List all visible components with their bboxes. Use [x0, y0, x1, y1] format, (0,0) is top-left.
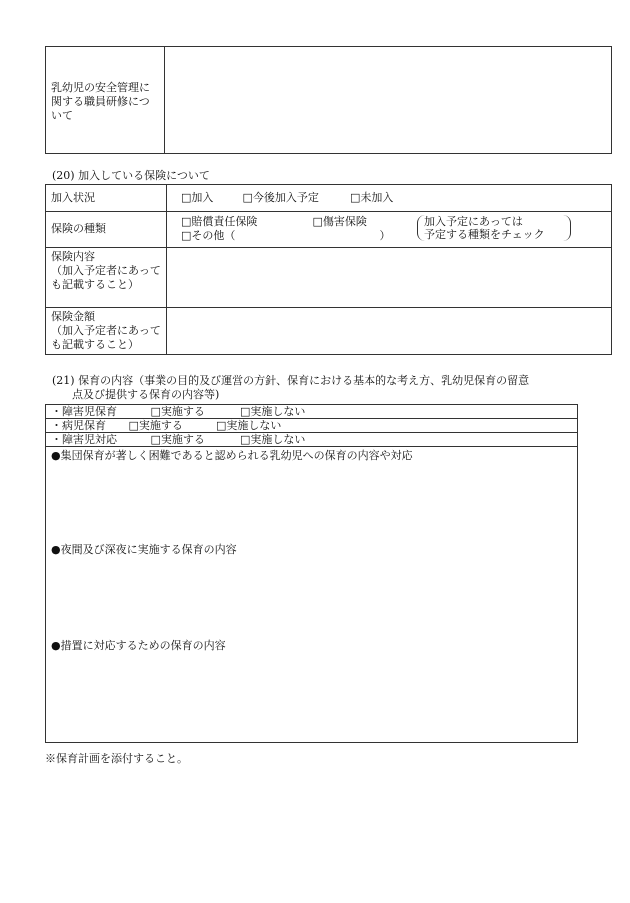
insurance-status-label: 加入状況	[51, 190, 95, 204]
childcare-row-opt2[interactable]: □実施しない	[216, 419, 282, 432]
insurance-content-note: （加入予定者にあっても記載すること）	[51, 264, 161, 291]
insurance-content-label: 保険内容	[51, 250, 95, 263]
types-note-line1: 加入予定にあっては	[424, 215, 523, 228]
training-value-cell[interactable]	[165, 47, 612, 154]
insurance-status-label-cell	[46, 185, 167, 212]
insurance-status-cell	[167, 185, 612, 212]
insurance-heading: (20) 加入している保険について	[52, 169, 210, 182]
childcare-row-opt1[interactable]: □実施する	[150, 405, 205, 418]
section-night-care: ●夜間及び深夜に実施する保育の内容	[51, 543, 237, 556]
insurance-content-label-cell	[46, 248, 167, 308]
status-none-checkbox[interactable]: □未加入	[350, 190, 394, 204]
childcare-heading-line2: 点及び提供する保育の内容等)	[72, 388, 220, 401]
insurance-table	[45, 184, 612, 355]
childcare-row	[46, 433, 578, 447]
childcare-details-cell[interactable]	[46, 447, 578, 743]
insurance-types-cell	[167, 212, 612, 248]
childcare-heading-line1: (21) 保育の内容（事業の目的及び運営の方針、保育における基本的な考え方、乳幼児保育の留意	[52, 374, 530, 387]
types-injury-checkbox[interactable]: □傷害保険	[312, 215, 367, 228]
insurance-types-label: 保険の種類	[51, 222, 106, 236]
training-table	[45, 46, 612, 154]
training-label-cell	[46, 47, 165, 154]
types-note-line2: 予定する種類をチェック	[424, 228, 545, 241]
childcare-row-opt2[interactable]: □実施しない	[240, 433, 306, 446]
types-liability-checkbox[interactable]: □賠償責任保険	[181, 215, 258, 228]
childcare-row	[46, 405, 578, 419]
section-placement-care: ●措置に対応するための保育の内容	[51, 639, 226, 652]
insurance-amount-label: 保険金額	[51, 310, 95, 323]
types-other-checkbox[interactable]: □その他（	[181, 229, 236, 242]
childcare-row-label: ・障害児対応	[51, 433, 117, 446]
status-planned-checkbox[interactable]: □今後加入予定	[242, 190, 319, 204]
types-note	[417, 215, 571, 241]
childcare-row-opt2[interactable]: □実施しない	[240, 405, 306, 418]
types-other-close: ）	[379, 229, 391, 242]
status-join-checkbox[interactable]: □加入	[181, 190, 214, 204]
childcare-row-label: ・障害児保育	[51, 405, 117, 418]
childcare-table	[45, 404, 578, 743]
insurance-amount-note: （加入予定者にあっても記載すること）	[51, 324, 161, 351]
insurance-content-cell[interactable]	[167, 248, 612, 308]
training-label: 乳幼児の安全管理に関する職員研修について	[51, 80, 150, 123]
childcare-row-opt1[interactable]: □実施する	[150, 433, 205, 446]
footnote: ※保育計画を添付すること。	[45, 752, 188, 765]
insurance-types-label-cell	[46, 212, 167, 248]
childcare-row-opt1[interactable]: □実施する	[128, 419, 183, 432]
insurance-amount-label-cell	[46, 308, 167, 355]
childcare-row-label: ・病児保育	[51, 419, 106, 432]
insurance-amount-cell[interactable]	[167, 308, 612, 355]
section-group-care: ●集団保育が著しく困難であると認められる乳幼児への保育の内容や対応	[51, 449, 413, 462]
childcare-row	[46, 419, 578, 433]
